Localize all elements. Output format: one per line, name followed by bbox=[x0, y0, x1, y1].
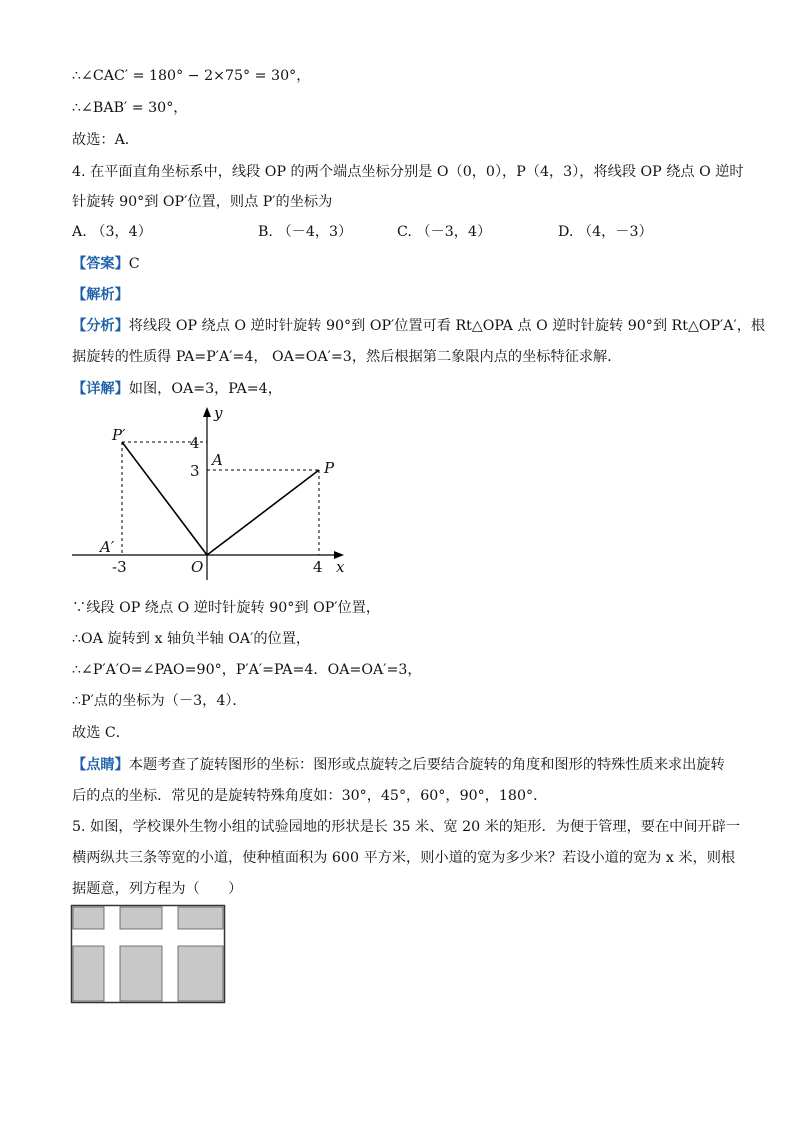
dianjing-text-1: 本题考查了旋转图形的坐标：图形或点旋转之后要结合旋转的角度和图形的特殊性质来求出旋转 bbox=[128, 757, 725, 773]
xiangjie-tag: 【详解】 bbox=[72, 381, 129, 397]
option-a: A. （3，4） bbox=[72, 224, 152, 240]
analysis-line bbox=[72, 285, 129, 305]
xiangjie-line bbox=[72, 379, 282, 399]
segment-opp bbox=[122, 442, 207, 555]
fenxi-tag: 【分析】 bbox=[72, 318, 129, 334]
step-3: ∴∠P′A′O=∠PAO=90°，P′A′=PA=4．OA=OA′=3， bbox=[72, 662, 422, 678]
fenxi-text-1: 将线段 OP 绕点 O 逆时针旋转 90°到 OP′位置可看 Rt△OPA 点 O 逆时针旋转 90°到 Rt△OP′A′，根 bbox=[128, 318, 766, 334]
question-4-line-2: 针旋转 90°到 OP′位置，则点 P′的坐标为 bbox=[72, 194, 333, 210]
dianjing-tag: 【点睛】 bbox=[72, 757, 129, 773]
question-5-line-3: 据题意，列方程为（ ） bbox=[72, 881, 243, 897]
tick-label-y-3: 3 bbox=[190, 462, 200, 480]
plot-bottom-left bbox=[73, 946, 104, 1001]
plot-bottom-right bbox=[178, 946, 223, 1001]
question-5-line-1: 5. 如图，学校课外生物小组的试验园地的形状是长 35 米、宽 20 米的矩形．为便于管理，要在中间开辟一 bbox=[72, 819, 741, 835]
text-line-3: 故选：A． bbox=[72, 132, 139, 148]
text-line-2: ∴∠BAB′ = 30°， bbox=[72, 100, 188, 116]
segment-op bbox=[207, 470, 319, 555]
label-p: P bbox=[324, 459, 335, 477]
step-5: 故选 C． bbox=[72, 725, 130, 741]
dianjing-line-1 bbox=[72, 755, 725, 775]
label-a: A bbox=[212, 451, 223, 469]
label-a-prime: A′ bbox=[100, 538, 115, 556]
label-x: x bbox=[336, 558, 345, 576]
plot-top-middle bbox=[120, 907, 162, 929]
step-1: ∵线段 OP 绕点 O 逆时针旋转 90°到 OP′位置， bbox=[72, 600, 381, 616]
tick-label-x-4: 4 bbox=[313, 558, 323, 576]
answer-line bbox=[72, 254, 140, 274]
answer-tag: 【答案】 bbox=[72, 256, 129, 272]
option-c: C. （－3，4） bbox=[397, 224, 492, 240]
garden-plot-figure bbox=[70, 904, 228, 1006]
option-b: B. （－4，3） bbox=[258, 224, 353, 240]
dianjing-line-2: 后的点的坐标．常见的是旋转特殊角度如：30°，45°，60°，90°，180°． bbox=[72, 788, 548, 804]
xiangjie-text: 如图，OA=3，PA=4， bbox=[128, 381, 282, 397]
tick-label-y-4: 4 bbox=[190, 434, 200, 452]
question-5-line-2: 横两纵共三条等宽的小道，使种植面积为 600 平方米，则小道的宽为多少米？若设小道的宽为 x 米，则根 bbox=[72, 850, 736, 866]
answer-value: C bbox=[128, 256, 140, 272]
option-d: D. （4，－3） bbox=[558, 224, 653, 240]
label-p-prime: P′ bbox=[112, 426, 126, 444]
label-y: y bbox=[214, 404, 223, 422]
plot-top-right bbox=[178, 907, 223, 929]
plot-top-left bbox=[73, 907, 104, 929]
plot-bottom-middle bbox=[120, 946, 162, 1001]
y-axis-arrow bbox=[203, 407, 211, 417]
analysis-tag: 【解析】 bbox=[72, 287, 129, 303]
rotation-coordinate-figure bbox=[60, 400, 360, 585]
step-4: ∴P′点的坐标为（－3，4）． bbox=[72, 693, 247, 709]
fenxi-line-2: 据旋转的性质得 PA=P′A′=4， OA=OA′=3，然后根据第二象限内点的坐标特征求解． bbox=[72, 349, 622, 365]
tick-label-x-neg3: -3 bbox=[112, 558, 127, 576]
question-4-line-1: 4. 在平面直角坐标系中，线段 OP 的两个端点坐标分别是 O（0，0），P（4，3），将线段 OP 绕点 O 逆时 bbox=[72, 164, 744, 180]
text-line-1: ∴∠CAC′ = 180° − 2×75° = 30°， bbox=[72, 68, 311, 84]
step-2: ∴OA 旋转到 x 轴负半轴 OA′的位置， bbox=[72, 631, 311, 647]
fenxi-line-1 bbox=[72, 316, 765, 336]
label-o: O bbox=[191, 558, 204, 576]
